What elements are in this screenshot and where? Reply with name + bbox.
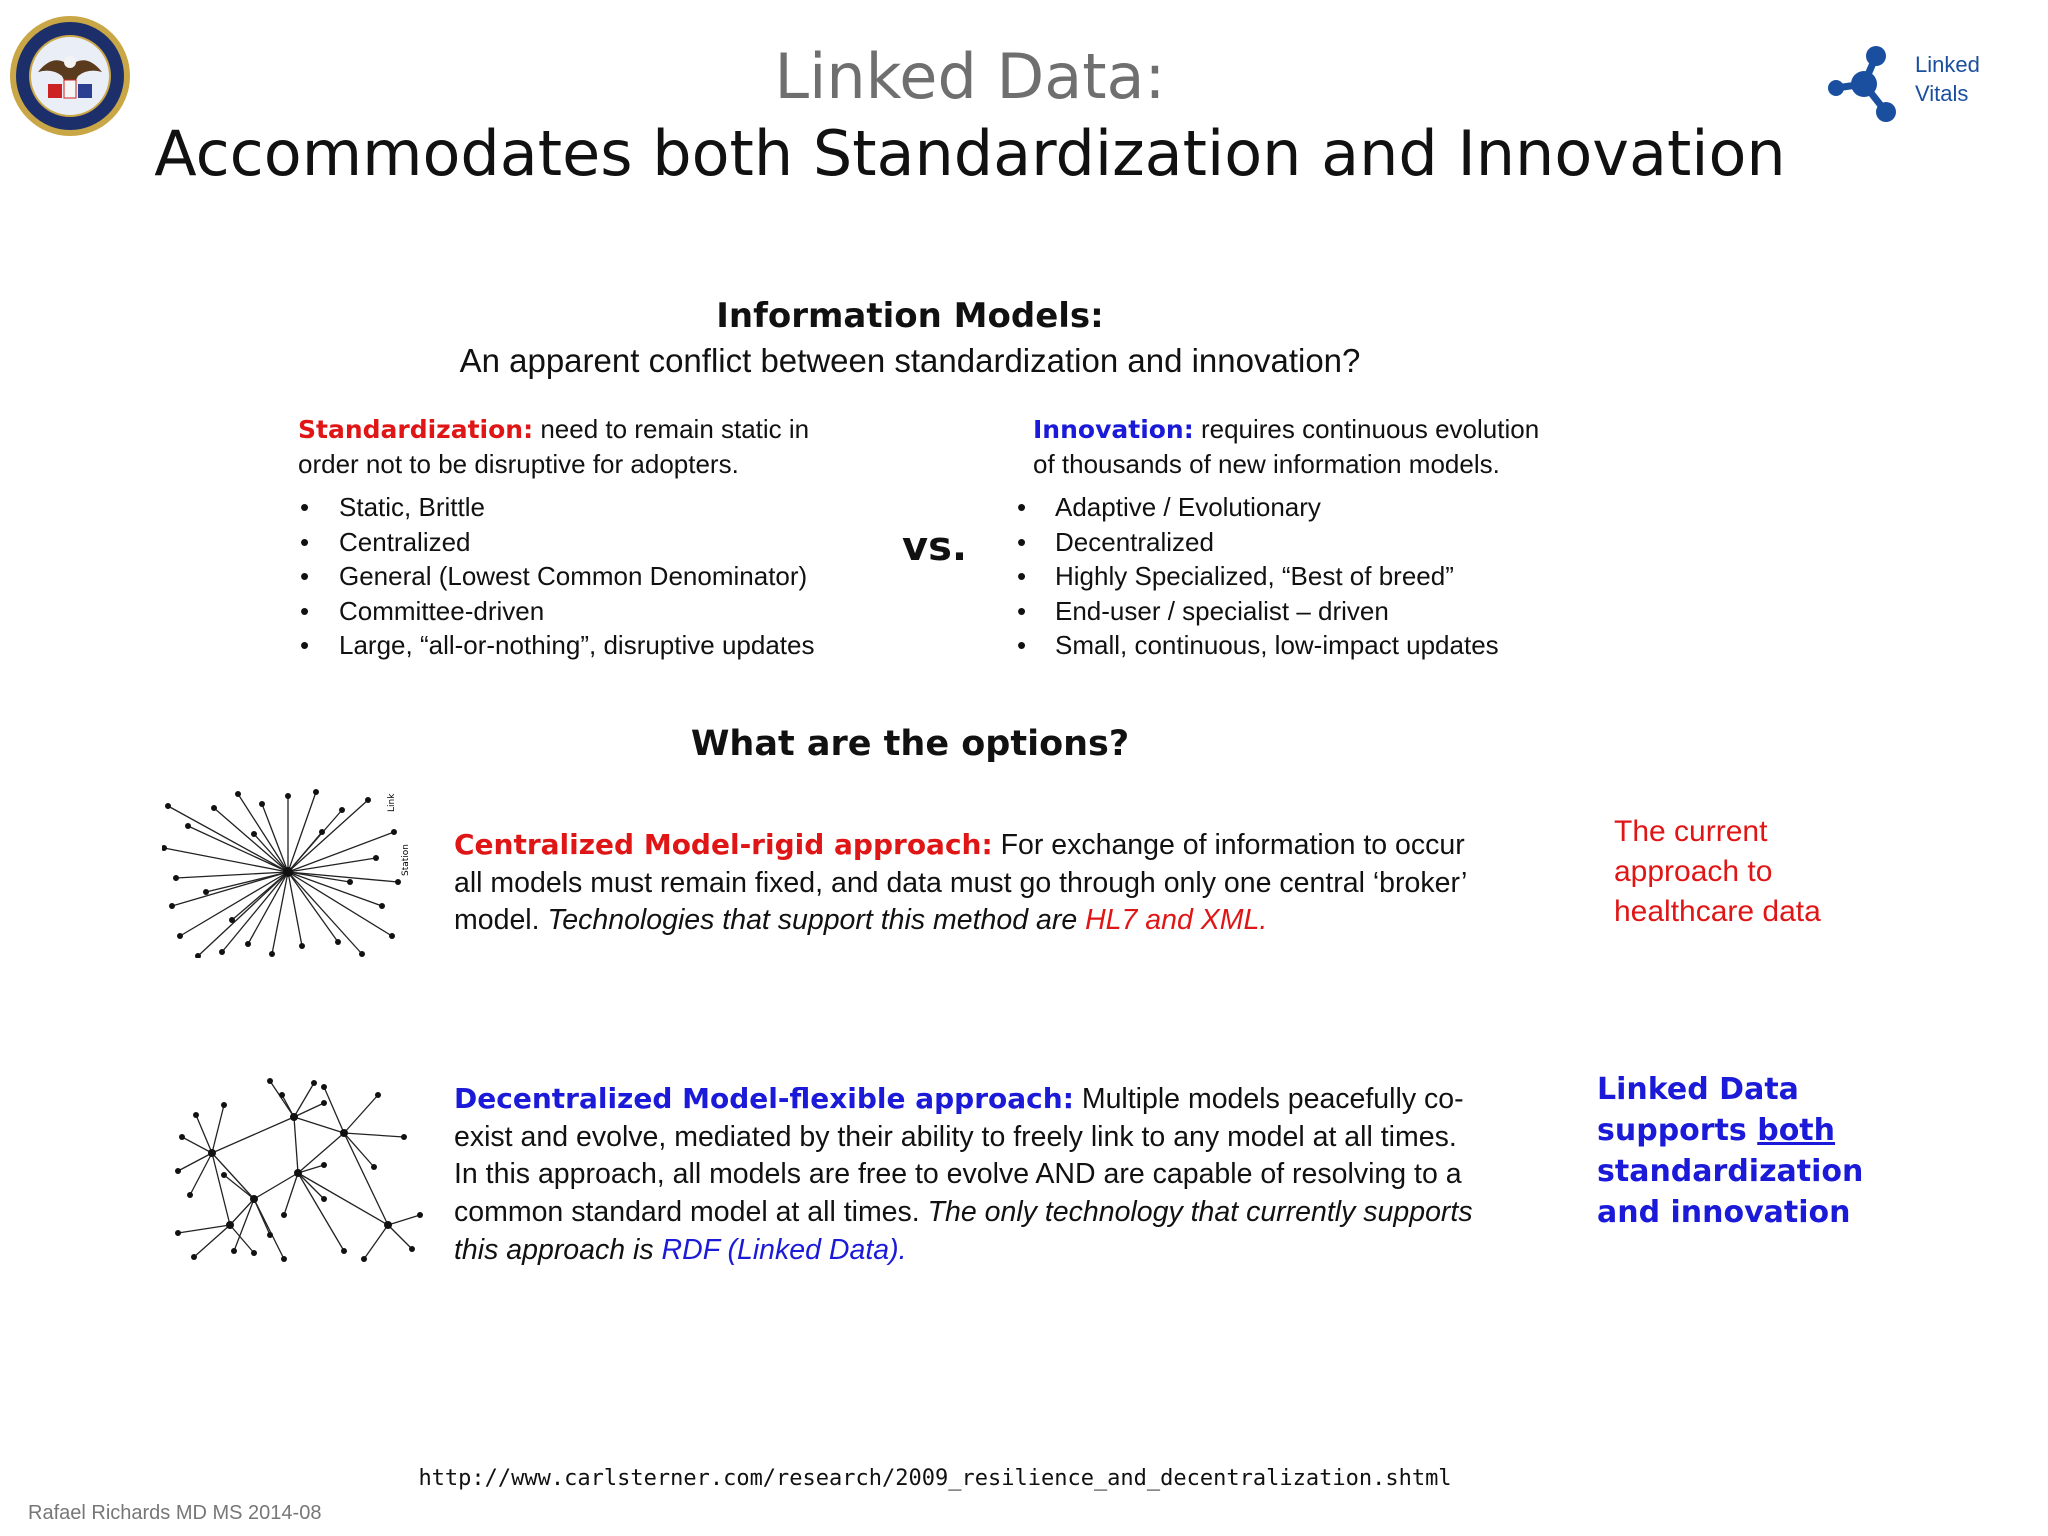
network-node [299, 943, 305, 949]
list-item: • End-user / specialist – driven [1017, 594, 1499, 629]
network-node [371, 1164, 377, 1170]
author-credit: Rafael Richards MD MS 2014-08 [28, 1502, 322, 1524]
decentralized-tech: RDF (Linked Data). [661, 1233, 907, 1266]
decentralized-approach-body: Multiple models peacefully co-exist and evolve, mediated by their ability to freely link to any model at all times. In this approach, all models are free to evolve AND are capable of resolving to a common standard model at all times. [454, 1083, 1464, 1229]
diagram-label-station: Station [401, 844, 411, 876]
linked-note-line3: standardization [1597, 1154, 1864, 1189]
innovation-intro-line1: requires continuous evolution [1193, 414, 1540, 444]
linked-vitals-logo-text [1915, 50, 1980, 108]
centralized-approach-label: Centralized Model-rigid approach: [454, 828, 993, 861]
network-node [169, 903, 175, 909]
network-node [179, 1134, 185, 1140]
decentralized-approach-label: Decentralized Model-flexible approach: [454, 1082, 1074, 1115]
network-link [344, 1133, 374, 1167]
network-node [321, 1162, 327, 1168]
network-link [294, 1117, 344, 1133]
network-link [344, 1133, 404, 1137]
network-node [219, 949, 225, 955]
network-node [231, 1248, 237, 1254]
linked-note-line2-pre: supports [1597, 1113, 1758, 1148]
diagram-label-link: Link [387, 793, 397, 812]
network-node [389, 933, 395, 939]
network-node [340, 1129, 348, 1137]
list-item: • General (Lowest Common Denominator) [300, 559, 814, 594]
list-item: • Decentralized [1017, 525, 1499, 560]
logo-line-vitals: Vitals [1915, 81, 1969, 106]
list-item: • Highly Specialized, “Best of breed” [1017, 559, 1499, 594]
network-node [221, 1172, 227, 1178]
network-node [373, 855, 379, 861]
standardization-intro-line1: need to remain static in [533, 414, 810, 444]
centralized-approach-body: For exchange of information to occur all models must remain fixed, and data must go through only one central ‘broker’ model. [454, 829, 1467, 937]
slide-title-line2: Accommodates both Standardization and Innovation [154, 117, 1786, 190]
linked-note-line2 [1597, 1110, 1927, 1151]
network-link [214, 808, 288, 872]
network-node [251, 831, 257, 837]
innovation-intro-line2: of thousands of new information models. [1033, 449, 1500, 479]
list-item: • Large, “all-or-nothing”, disruptive updates [300, 628, 814, 663]
linked-note-both: both [1757, 1113, 1836, 1148]
network-node [401, 1134, 407, 1140]
network-link [298, 1173, 388, 1225]
current-note-line2: approach to [1614, 855, 1773, 888]
network-link [248, 872, 288, 944]
network-node [185, 823, 191, 829]
list-item: • Adaptive / Evolutionary [1017, 490, 1499, 525]
network-link [294, 1117, 298, 1173]
centralized-network-diagram [162, 786, 418, 958]
network-node [279, 1092, 285, 1098]
linked-data-note [1597, 1069, 1927, 1233]
slide-title-line1: Linked Data: [774, 40, 1166, 113]
network-link [222, 872, 288, 952]
network-node [361, 1256, 367, 1262]
current-approach-note [1614, 812, 1914, 932]
network-node [417, 1212, 423, 1218]
network-node [335, 939, 341, 945]
standardization-bullet-list [300, 490, 814, 663]
network-node [395, 879, 401, 885]
network-node [319, 829, 325, 835]
network-link [168, 806, 288, 872]
network-node [211, 805, 217, 811]
network-node [347, 879, 353, 885]
decentralized-approach-italic: The only technology that currently supports this approach is [454, 1196, 1473, 1266]
options-heading: What are the options? [690, 724, 1130, 764]
source-url[interactable]: http://www.carlsterner.com/research/2009_resilience_and_decentralization.shtml [418, 1466, 1452, 1491]
network-node [269, 951, 275, 957]
network-link [388, 1215, 420, 1225]
network-node [321, 1084, 327, 1090]
network-node [229, 917, 235, 923]
network-link [288, 832, 394, 872]
linked-note-line1: Linked Data [1597, 1072, 1799, 1107]
network-node [359, 951, 365, 957]
network-node [365, 797, 371, 803]
network-node [281, 1212, 287, 1218]
list-item: • Committee-driven [300, 594, 814, 629]
network-node [311, 1080, 317, 1086]
centralized-approach-italic: Technologies that support this method are [547, 904, 1086, 937]
network-node [175, 1168, 181, 1174]
network-link [182, 1137, 212, 1153]
network-node [251, 1250, 257, 1256]
centralized-approach-text [454, 826, 1474, 940]
innovation-label: Innovation: [1033, 415, 1194, 444]
network-link [324, 1087, 344, 1133]
network-node [208, 1149, 216, 1157]
network-node [379, 903, 385, 909]
network-link [344, 1133, 388, 1225]
network-node [175, 1230, 181, 1236]
network-link [288, 872, 338, 942]
network-link [254, 1199, 284, 1259]
standardization-label: Standardization: [298, 415, 534, 444]
innovation-intro [1033, 412, 1593, 482]
network-node [191, 1254, 197, 1260]
network-link [212, 1117, 294, 1153]
network-node [165, 803, 171, 809]
network-node [259, 801, 265, 807]
network-node [313, 789, 319, 795]
network-link [230, 1199, 254, 1225]
network-node [294, 1169, 302, 1177]
network-node [384, 1221, 392, 1229]
current-note-line1: The current [1614, 815, 1768, 848]
network-link [180, 872, 288, 936]
network-node [221, 1102, 227, 1108]
standardization-intro-line2: order not to be disruptive for adopters. [298, 449, 739, 479]
decentralized-approach-text [454, 1080, 1474, 1270]
linked-note-line4: and innovation [1597, 1195, 1851, 1230]
list-item: • Small, continuous, low-impact updates [1017, 628, 1499, 663]
network-node [203, 889, 209, 895]
list-item: • Centralized [300, 525, 814, 560]
innovation-bullet-list [1017, 490, 1499, 663]
centralized-tech: HL7 and XML. [1085, 904, 1268, 937]
network-node [321, 1196, 327, 1202]
network-link [298, 1133, 344, 1173]
network-node [321, 1100, 327, 1106]
decentralized-network-diagram [174, 1075, 426, 1265]
network-link [234, 1199, 254, 1251]
network-link [298, 1173, 344, 1251]
logo-line-linked: Linked [1915, 52, 1980, 77]
network-node [235, 791, 241, 797]
current-note-line3: healthcare data [1614, 895, 1821, 928]
network-link [344, 1095, 378, 1133]
network-link [364, 1225, 388, 1259]
network-node [290, 1113, 298, 1121]
network-node [245, 941, 251, 947]
network-node [281, 1256, 287, 1262]
network-link [388, 1225, 412, 1249]
versus-label: vs. [902, 524, 968, 570]
network-link [254, 1173, 298, 1199]
network-node [283, 867, 293, 877]
network-node [250, 1195, 258, 1203]
network-link [212, 1105, 224, 1153]
network-node [162, 845, 167, 851]
network-node [187, 1192, 193, 1198]
network-link [224, 1175, 254, 1199]
information-models-heading: Information Models: [716, 296, 1104, 336]
network-link [288, 872, 302, 946]
network-node [177, 933, 183, 939]
list-item: • Static, Brittle [300, 490, 814, 525]
network-node [285, 793, 291, 799]
network-node [267, 1232, 273, 1238]
network-node [226, 1221, 234, 1229]
network-node [193, 1112, 199, 1118]
network-link [196, 1115, 212, 1153]
network-node [341, 1248, 347, 1254]
standardization-intro [298, 412, 858, 482]
network-node [267, 1078, 273, 1084]
network-node [375, 1092, 381, 1098]
network-node [391, 829, 397, 835]
network-node [339, 807, 345, 813]
information-models-subheading: An apparent conflict between standardization and innovation? [459, 342, 1361, 379]
network-node [173, 875, 179, 881]
network-node [409, 1246, 415, 1252]
